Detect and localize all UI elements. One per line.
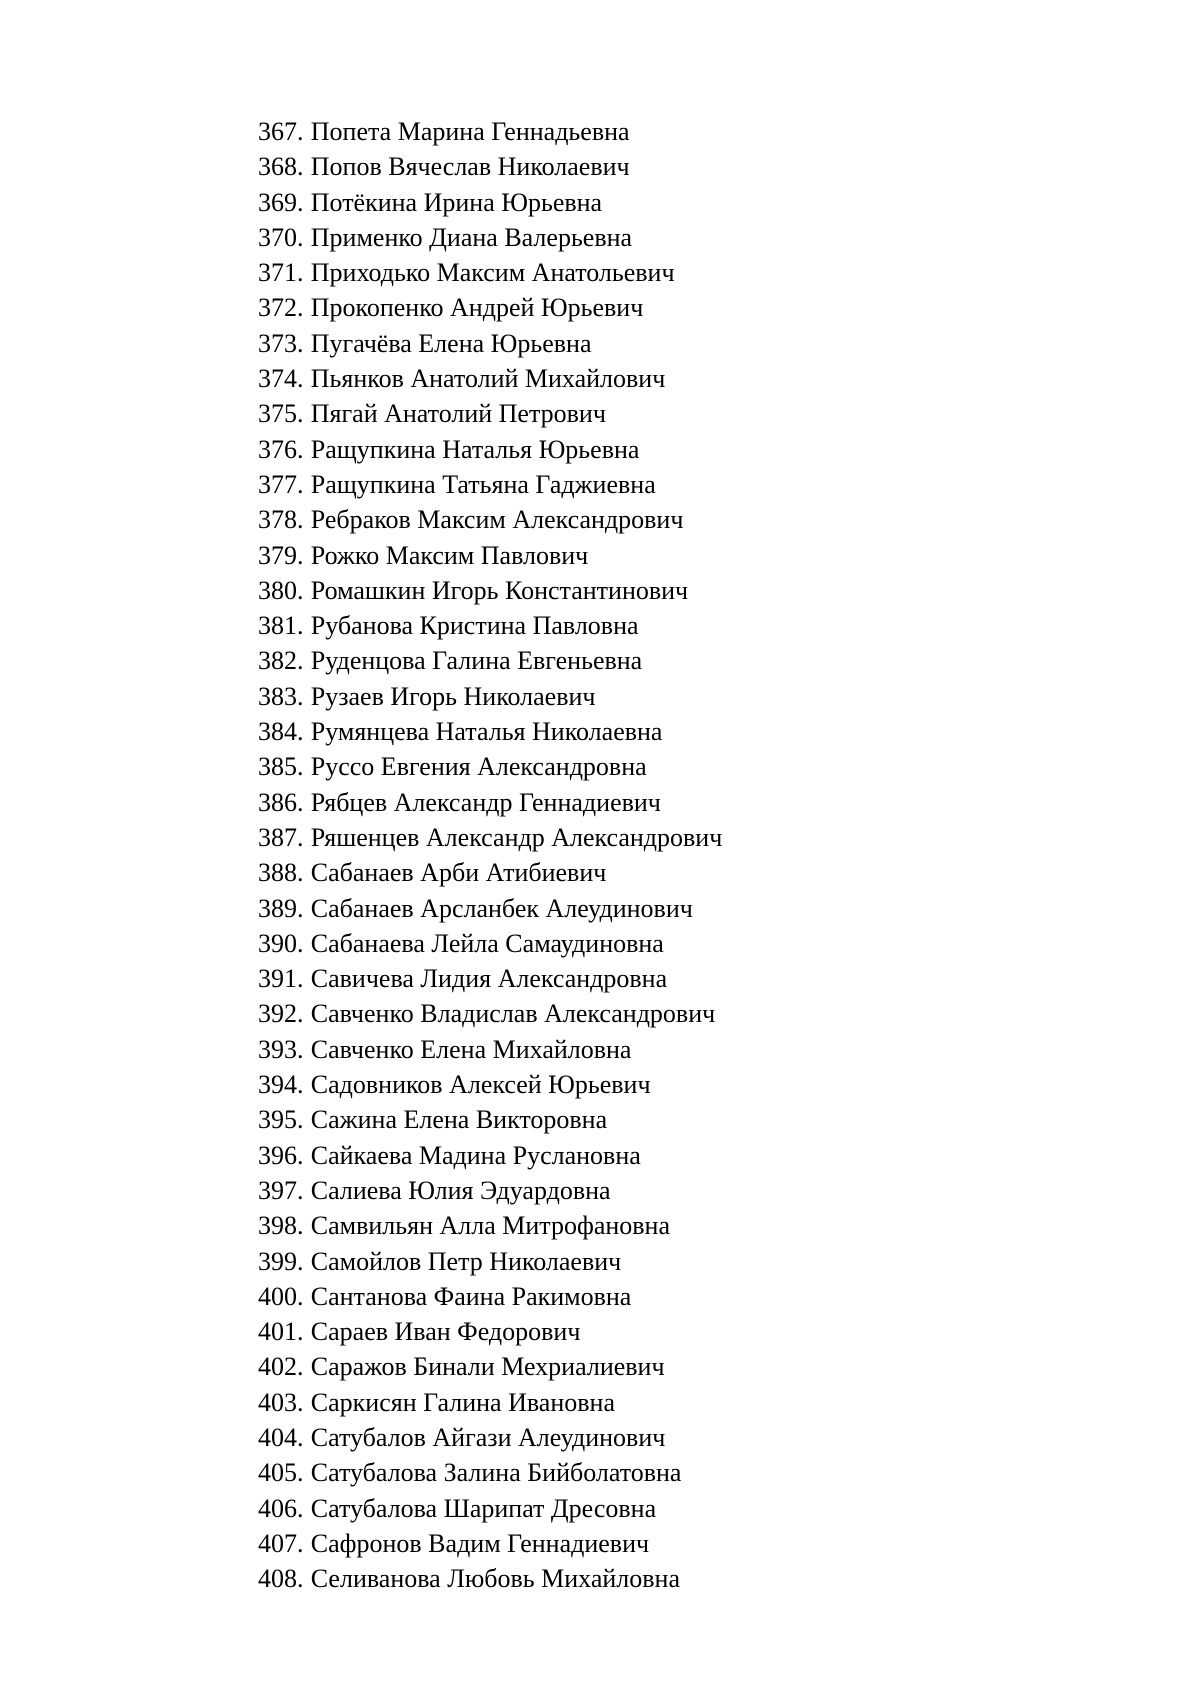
item-name: Руссо Евгения Александровна	[310, 752, 647, 782]
item-name: Сайкаева Мадина Руслановна	[310, 1140, 641, 1170]
list-item	[258, 1491, 722, 1526]
list-item	[258, 785, 722, 820]
item-number: 378.	[258, 505, 304, 535]
item-name: Рубанова Кристина Павловна	[310, 611, 639, 641]
item-name: Ромашкин Игорь Константинович	[310, 575, 689, 605]
list-item	[258, 855, 722, 890]
item-number: 394.	[258, 1070, 304, 1100]
item-name: Пугачёва Елена Юрьевна	[310, 328, 592, 358]
item-name: Применко Диана Валерьевна	[310, 222, 633, 252]
item-name: Рузаев Игорь Николаевич	[310, 681, 596, 711]
item-name: Попета Марина Геннадьевна	[310, 117, 630, 146]
item-number: 389.	[258, 893, 304, 923]
list-item	[258, 1385, 722, 1420]
list-item	[258, 714, 722, 749]
item-number: 403.	[258, 1387, 304, 1417]
item-number: 391.	[258, 964, 304, 994]
item-name: Рябцев Александр Геннадиевич	[310, 787, 661, 817]
item-number: 377.	[258, 469, 304, 499]
item-number: 402.	[258, 1352, 304, 1382]
item-number: 395.	[258, 1105, 304, 1135]
item-number: 374.	[258, 364, 304, 394]
list-item	[258, 1102, 722, 1137]
list-item	[258, 996, 722, 1031]
item-name: Ращупкина Татьяна Гаджиевна	[310, 469, 656, 499]
list-item	[258, 1138, 722, 1173]
item-number: 408.	[258, 1564, 304, 1594]
list-item	[258, 820, 722, 855]
item-name: Сатубалов Айгази Алеудинович	[310, 1422, 666, 1452]
item-name: Сажина Елена Викторовна	[310, 1105, 608, 1135]
item-name: Руденцова Галина Евгеньевна	[310, 646, 643, 676]
list-item	[258, 1455, 722, 1490]
item-name: Салиева Юлия Эдуардовна	[310, 1175, 611, 1205]
item-name: Сабанаев Арсланбек Алеудинович	[310, 893, 693, 923]
item-number: 381.	[258, 611, 304, 641]
list-item	[258, 361, 722, 396]
list-item	[258, 1173, 722, 1208]
item-number: 386.	[258, 787, 304, 817]
list-item	[258, 185, 722, 220]
item-number: 383.	[258, 681, 304, 711]
item-number: 367.	[258, 117, 304, 146]
list-item	[258, 290, 722, 325]
item-number: 372.	[258, 293, 304, 323]
item-number: 376.	[258, 434, 304, 464]
list-item	[258, 1032, 722, 1067]
item-name: Савичева Лидия Александровна	[310, 964, 668, 994]
item-name: Потёкина Ирина Юрьевна	[310, 187, 603, 217]
list-item	[258, 1349, 722, 1384]
item-number: 382.	[258, 646, 304, 676]
list-item	[258, 1208, 722, 1243]
item-number: 397.	[258, 1175, 304, 1205]
list-item	[258, 1067, 722, 1102]
item-number: 375.	[258, 399, 304, 429]
item-number: 396.	[258, 1140, 304, 1170]
item-name: Саражов Бинали Мехриалиевич	[310, 1352, 665, 1382]
item-number: 392.	[258, 999, 304, 1029]
name-list	[258, 114, 722, 1596]
item-name: Пьянков Анатолий Михайлович	[310, 364, 666, 394]
item-number: 380.	[258, 575, 304, 605]
item-name: Садовников Алексей Юрьевич	[310, 1070, 651, 1100]
list-item	[258, 1526, 722, 1561]
list-item	[258, 679, 722, 714]
list-item	[258, 502, 722, 537]
list-item	[258, 1561, 722, 1596]
list-item	[258, 1244, 722, 1279]
item-name: Сафронов Вадим Геннадиевич	[310, 1528, 650, 1558]
item-name: Попов Вячеслав Николаевич	[310, 152, 630, 182]
item-name: Пягай Анатолий Петрович	[310, 399, 606, 429]
item-number: 371.	[258, 258, 304, 288]
list-item	[258, 608, 722, 643]
item-number: 405.	[258, 1458, 304, 1488]
item-name: Саркисян Галина Ивановна	[310, 1387, 615, 1417]
list-item	[258, 220, 722, 255]
item-number: 368.	[258, 152, 304, 182]
list-item	[258, 749, 722, 784]
item-number: 399.	[258, 1246, 304, 1276]
list-item	[258, 255, 722, 290]
list-item	[258, 467, 722, 502]
list-item	[258, 573, 722, 608]
item-name: Румянцева Наталья Николаевна	[310, 717, 663, 747]
item-name: Сараев Иван Федорович	[310, 1317, 581, 1347]
item-number: 390.	[258, 928, 304, 958]
item-name: Рожко Максим Павлович	[310, 540, 589, 570]
item-name: Сатубалова Шарипат Дресовна	[310, 1493, 657, 1523]
item-number: 401.	[258, 1317, 304, 1347]
list-item	[258, 891, 722, 926]
item-name: Селиванова Любовь Михайловна	[310, 1564, 680, 1594]
item-number: 393.	[258, 1034, 304, 1064]
list-item	[258, 396, 722, 431]
item-name: Самвильян Алла Митрофановна	[310, 1211, 671, 1241]
item-name: Ряшенцев Александр Александрович	[310, 822, 723, 852]
list-item	[258, 1420, 722, 1455]
list-item	[258, 961, 722, 996]
item-name: Савченко Елена Михайловна	[310, 1034, 632, 1064]
item-number: 400.	[258, 1281, 304, 1311]
list-item	[258, 643, 722, 678]
item-name: Сантанова Фаина Ракимовна	[310, 1281, 632, 1311]
list-item	[258, 432, 722, 467]
item-number: 407.	[258, 1528, 304, 1558]
item-number: 387.	[258, 822, 304, 852]
list-item	[258, 149, 722, 184]
item-number: 398.	[258, 1211, 304, 1241]
item-number: 404.	[258, 1422, 304, 1452]
list-item	[258, 1279, 722, 1314]
item-number: 406.	[258, 1493, 304, 1523]
item-name: Самойлов Петр Николаевич	[310, 1246, 622, 1276]
item-name: Сатубалова Залина Бийболатовна	[310, 1458, 682, 1488]
list-item	[258, 926, 722, 961]
list-item	[258, 114, 722, 149]
item-number: 370.	[258, 222, 304, 252]
item-number: 379.	[258, 540, 304, 570]
item-name: Ребраков Максим Александрович	[310, 505, 684, 535]
list-item	[258, 538, 722, 573]
item-number: 373.	[258, 328, 304, 358]
item-name: Прокопенко Андрей Юрьевич	[310, 293, 644, 323]
item-name: Приходько Максим Анатольевич	[310, 258, 675, 288]
item-name: Сабанаева Лейла Самаудиновна	[310, 928, 664, 958]
item-number: 369.	[258, 187, 304, 217]
item-name: Ращупкина Наталья Юрьевна	[310, 434, 640, 464]
item-name: Савченко Владислав Александрович	[310, 999, 716, 1029]
item-number: 385.	[258, 752, 304, 782]
item-number: 388.	[258, 858, 304, 888]
item-name: Сабанаев Арби Атибиевич	[310, 858, 607, 888]
item-number: 384.	[258, 717, 304, 747]
list-item	[258, 1314, 722, 1349]
list-item	[258, 326, 722, 361]
